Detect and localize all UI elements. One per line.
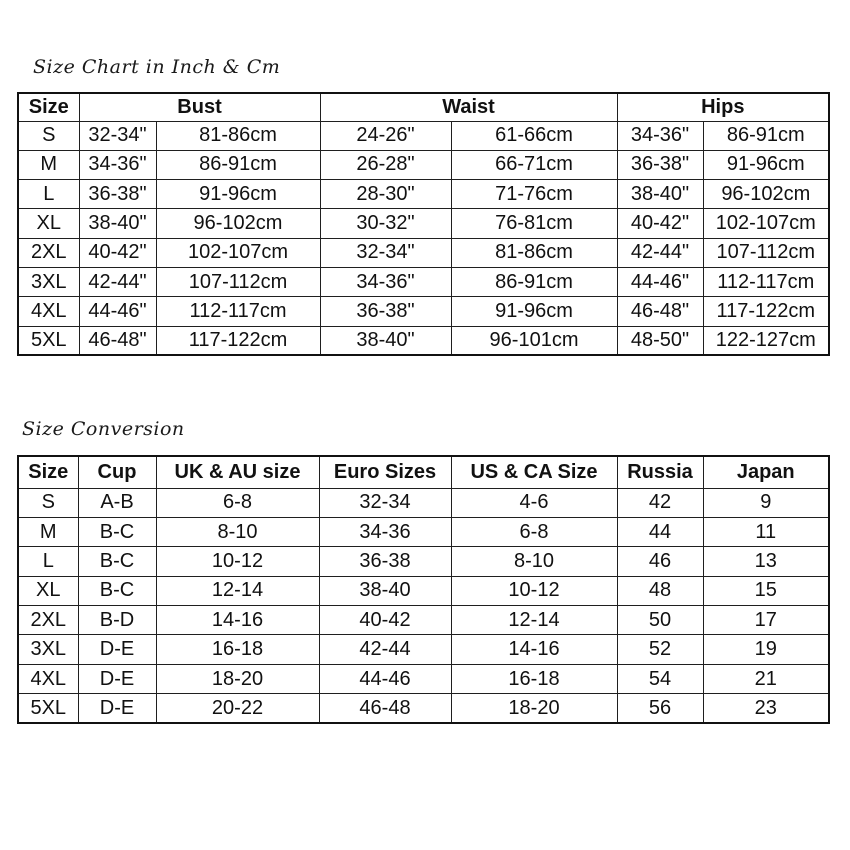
cell-bust-in: 46-48" (79, 326, 156, 355)
table-row (18, 238, 829, 267)
header-bust: Bust (79, 93, 320, 121)
cell-euro: 32-34 (319, 488, 451, 517)
cell-bust-in: 40-42" (79, 238, 156, 267)
cell-waist-in: 38-40" (320, 326, 451, 355)
cell-cup: B-C (78, 576, 156, 605)
cell-size: XL (18, 576, 78, 605)
cell-euro: 34-36 (319, 517, 451, 546)
cell-bust-in: 32-34" (79, 121, 156, 150)
cell-waist-cm: 96-101cm (451, 326, 617, 355)
table-row (18, 694, 829, 723)
size-conversion-table (17, 455, 830, 724)
cell-waist-in: 30-32" (320, 209, 451, 238)
cell-euro: 44-46 (319, 664, 451, 693)
cell-waist-cm: 86-91cm (451, 267, 617, 296)
header-hips: Hips (617, 93, 829, 121)
table-row (18, 576, 829, 605)
cell-uk-au: 20-22 (156, 694, 319, 723)
table-row (18, 635, 829, 664)
cell-bust-in: 38-40" (79, 209, 156, 238)
cell-size: L (18, 547, 78, 576)
cell-hips-in: 36-38" (617, 150, 703, 179)
cell-japan: 17 (703, 606, 829, 635)
header-waist: Waist (320, 93, 617, 121)
cell-waist-cm: 76-81cm (451, 209, 617, 238)
cell-cup: B-D (78, 606, 156, 635)
cell-size: M (18, 517, 78, 546)
cell-russia: 54 (617, 664, 703, 693)
cell-hips-in: 46-48" (617, 297, 703, 326)
cell-us-ca: 4-6 (451, 488, 617, 517)
cell-russia: 44 (617, 517, 703, 546)
cell-us-ca: 6-8 (451, 517, 617, 546)
cell-waist-in: 24-26" (320, 121, 451, 150)
table-row (18, 517, 829, 546)
cell-euro: 38-40 (319, 576, 451, 605)
table-row (18, 664, 829, 693)
cell-uk-au: 8-10 (156, 517, 319, 546)
cell-hips-in: 44-46" (617, 267, 703, 296)
cell-russia: 46 (617, 547, 703, 576)
cell-bust-cm: 91-96cm (156, 180, 320, 209)
cell-size: S (18, 488, 78, 517)
cell-us-ca: 10-12 (451, 576, 617, 605)
cell-waist-cm: 66-71cm (451, 150, 617, 179)
cell-hips-cm: 112-117cm (703, 267, 829, 296)
table-row (18, 606, 829, 635)
cell-cup: B-C (78, 517, 156, 546)
cell-hips-cm: 107-112cm (703, 238, 829, 267)
cell-waist-cm: 91-96cm (451, 297, 617, 326)
cell-japan: 9 (703, 488, 829, 517)
header-size: Size (18, 93, 79, 121)
cell-japan: 11 (703, 517, 829, 546)
table-row (18, 121, 829, 150)
cell-waist-in: 26-28" (320, 150, 451, 179)
cell-euro: 36-38 (319, 547, 451, 576)
cell-russia: 42 (617, 488, 703, 517)
cell-bust-cm: 107-112cm (156, 267, 320, 296)
cell-bust-in: 34-36" (79, 150, 156, 179)
cell-euro: 42-44 (319, 635, 451, 664)
header-euro: Euro Sizes (319, 456, 451, 488)
cell-russia: 50 (617, 606, 703, 635)
cell-size: 2XL (18, 606, 78, 635)
cell-size: M (18, 150, 79, 179)
cell-bust-in: 44-46" (79, 297, 156, 326)
header-russia: Russia (617, 456, 703, 488)
cell-japan: 13 (703, 547, 829, 576)
cell-size: 2XL (18, 238, 79, 267)
cell-size: 5XL (18, 694, 78, 723)
cell-hips-in: 34-36" (617, 121, 703, 150)
cell-euro: 40-42 (319, 606, 451, 635)
cell-japan: 15 (703, 576, 829, 605)
table-row (18, 326, 829, 355)
cell-hips-in: 42-44" (617, 238, 703, 267)
table-row (18, 297, 829, 326)
size-conversion-title: Size Conversion (22, 418, 185, 440)
cell-us-ca: 14-16 (451, 635, 617, 664)
cell-euro: 46-48 (319, 694, 451, 723)
cell-hips-in: 40-42" (617, 209, 703, 238)
cell-cup: B-C (78, 547, 156, 576)
cell-us-ca: 18-20 (451, 694, 617, 723)
cell-bust-cm: 81-86cm (156, 121, 320, 150)
cell-size: S (18, 121, 79, 150)
cell-russia: 48 (617, 576, 703, 605)
cell-bust-cm: 86-91cm (156, 150, 320, 179)
cell-uk-au: 16-18 (156, 635, 319, 664)
cell-uk-au: 18-20 (156, 664, 319, 693)
cell-waist-in: 36-38" (320, 297, 451, 326)
size-chart-title: Size Chart in Inch & Cm (33, 56, 281, 78)
cell-cup: D-E (78, 635, 156, 664)
cell-size: 4XL (18, 664, 78, 693)
cell-bust-cm: 102-107cm (156, 238, 320, 267)
cell-us-ca: 8-10 (451, 547, 617, 576)
cell-bust-cm: 112-117cm (156, 297, 320, 326)
cell-uk-au: 10-12 (156, 547, 319, 576)
cell-hips-cm: 122-127cm (703, 326, 829, 355)
cell-japan: 21 (703, 664, 829, 693)
cell-size: 4XL (18, 297, 79, 326)
cell-size: 3XL (18, 267, 79, 296)
header-cup: Cup (78, 456, 156, 488)
cell-waist-in: 32-34" (320, 238, 451, 267)
header-uk-au: UK & AU size (156, 456, 319, 488)
cell-size: 5XL (18, 326, 79, 355)
cell-bust-cm: 96-102cm (156, 209, 320, 238)
cell-japan: 19 (703, 635, 829, 664)
size-chart-table (17, 92, 830, 356)
cell-bust-in: 42-44" (79, 267, 156, 296)
table-row (18, 209, 829, 238)
cell-uk-au: 6-8 (156, 488, 319, 517)
cell-cup: D-E (78, 694, 156, 723)
cell-russia: 56 (617, 694, 703, 723)
cell-size: 3XL (18, 635, 78, 664)
cell-bust-in: 36-38" (79, 180, 156, 209)
cell-cup: A-B (78, 488, 156, 517)
cell-japan: 23 (703, 694, 829, 723)
cell-hips-cm: 117-122cm (703, 297, 829, 326)
cell-russia: 52 (617, 635, 703, 664)
table-row (18, 488, 829, 517)
cell-hips-in: 38-40" (617, 180, 703, 209)
table-row (18, 267, 829, 296)
cell-size: L (18, 180, 79, 209)
size-chart-header-row (18, 93, 829, 121)
cell-hips-cm: 102-107cm (703, 209, 829, 238)
cell-waist-cm: 71-76cm (451, 180, 617, 209)
header-us-ca: US & CA Size (451, 456, 617, 488)
cell-waist-in: 28-30" (320, 180, 451, 209)
cell-us-ca: 12-14 (451, 606, 617, 635)
cell-waist-in: 34-36" (320, 267, 451, 296)
cell-hips-cm: 86-91cm (703, 121, 829, 150)
cell-hips-in: 48-50" (617, 326, 703, 355)
table-row (18, 547, 829, 576)
cell-cup: D-E (78, 664, 156, 693)
cell-hips-cm: 96-102cm (703, 180, 829, 209)
cell-uk-au: 14-16 (156, 606, 319, 635)
size-conversion-header-row (18, 456, 829, 488)
header-japan: Japan (703, 456, 829, 488)
table-row (18, 180, 829, 209)
cell-us-ca: 16-18 (451, 664, 617, 693)
header-size: Size (18, 456, 78, 488)
table-row (18, 150, 829, 179)
cell-waist-cm: 81-86cm (451, 238, 617, 267)
cell-bust-cm: 117-122cm (156, 326, 320, 355)
cell-size: XL (18, 209, 79, 238)
cell-waist-cm: 61-66cm (451, 121, 617, 150)
cell-hips-cm: 91-96cm (703, 150, 829, 179)
cell-uk-au: 12-14 (156, 576, 319, 605)
